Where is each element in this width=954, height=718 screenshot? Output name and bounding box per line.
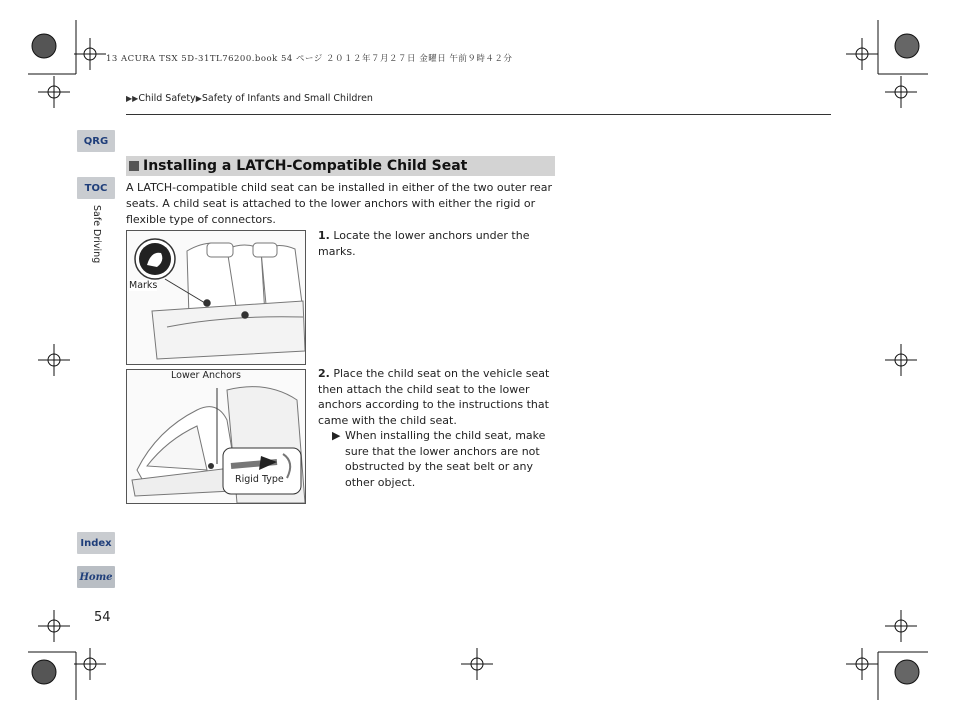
step-1-text: Locate the lower anchors under the marks. — [318, 229, 530, 258]
square-bullet-icon — [129, 161, 139, 171]
header-rule — [126, 114, 831, 115]
figure-lower-anchors — [126, 369, 306, 504]
note-arrow-icon: ▶ — [332, 429, 341, 442]
section-title: Installing a LATCH-Compatible Child Seat — [143, 158, 468, 174]
toc-button[interactable]: TOC — [77, 177, 115, 199]
section-intro: A LATCH-compatible child seat can be installed in either of the two outer rear seats. A child seat is attached to the lower anchors with either the rigid or flexible type of connectors. — [126, 181, 553, 226]
step-2 — [318, 366, 558, 490]
page-number: 54 — [94, 610, 111, 625]
rigid-type-label: Rigid Type — [235, 474, 284, 485]
index-button[interactable]: Index — [77, 532, 115, 554]
marks-label: Marks — [129, 280, 158, 291]
breadcrumb-arrows-icon: ▶▶ — [126, 94, 139, 103]
note-text: When installing the child seat, make sure that the lower anchors are not obstructed by the seat belt or any other object. — [345, 429, 546, 489]
breadcrumb-link-child-safety[interactable]: Child Safety — [138, 93, 196, 104]
note — [318, 428, 558, 490]
qrg-button[interactable]: QRG — [77, 130, 115, 152]
breadcrumb-separator-icon: ▶ — [195, 94, 202, 103]
breadcrumb-current: Safety of Infants and Small Children — [201, 93, 373, 104]
step-1-number: 1. — [318, 229, 330, 242]
breadcrumb — [126, 93, 373, 104]
step-2-number: 2. — [318, 367, 330, 380]
figure-rear-seat-marks — [126, 230, 306, 365]
print-header: 13 ACURA TSX 5D-31TL76200.book 54 ページ ２０１２年７月２７日 金曜日 午前９時４２分 — [106, 54, 513, 64]
rear-seat-illustration — [127, 231, 305, 364]
section-heading — [126, 156, 555, 176]
chapter-label: Safe Driving — [91, 205, 102, 264]
step-1 — [318, 228, 558, 259]
home-button[interactable]: Home — [77, 566, 115, 588]
step-2-text: Place the child seat on the vehicle seat then attach the child seat to the lower anchors according to the instructions that came with the child seat. — [318, 367, 550, 427]
lower-anchors-label: Lower Anchors — [171, 370, 241, 381]
